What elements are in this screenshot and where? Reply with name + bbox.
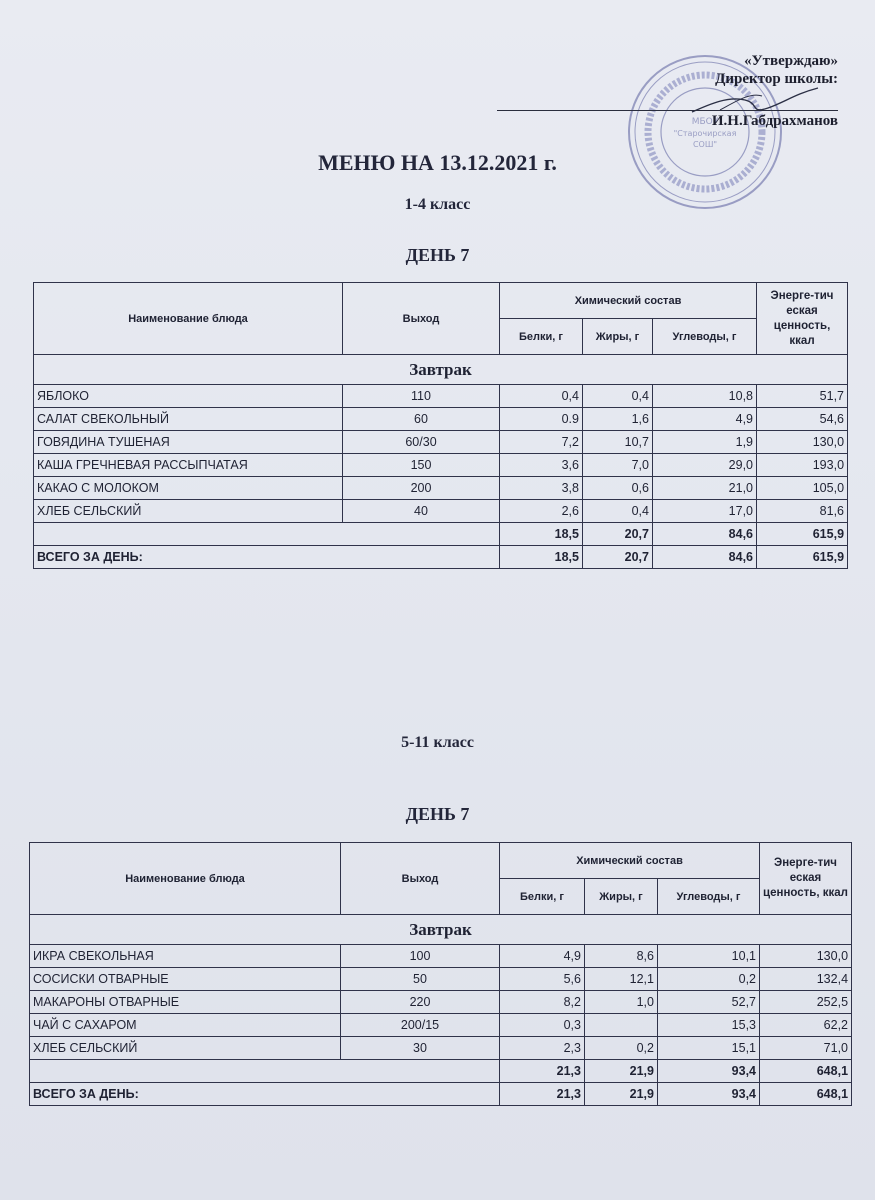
- header-fat: Жиры, г: [583, 319, 653, 355]
- total-row: [34, 546, 848, 569]
- dish-yield: 40: [343, 500, 500, 523]
- table-row: [34, 477, 848, 500]
- table-row: [34, 385, 848, 408]
- meal-heading: Завтрак: [30, 915, 852, 945]
- grade-heading-1: 1-4 класс: [404, 196, 471, 213]
- dish-name: КАША ГРЕЧНЕВАЯ РАССЫПЧАТАЯ: [34, 454, 343, 477]
- dish-name: КАКАО С МОЛОКОМ: [34, 477, 343, 500]
- dish-name: ХЛЕБ СЕЛЬСКИЙ: [30, 1037, 341, 1060]
- dish-protein: 5,6: [500, 968, 585, 991]
- total-protein: 18,5: [500, 546, 583, 569]
- subtotal-carbs: 93,4: [658, 1060, 760, 1083]
- subtotal-energy: 648,1: [760, 1060, 852, 1083]
- dish-carbs: 17,0: [653, 500, 757, 523]
- dish-protein: 2,3: [500, 1037, 585, 1060]
- total-fat: 20,7: [583, 546, 653, 569]
- dish-energy: 132,4: [760, 968, 852, 991]
- subtotal-fat: 20,7: [583, 523, 653, 546]
- dish-fat: 12,1: [585, 968, 658, 991]
- subtotal-row: [34, 523, 848, 546]
- header-protein: Белки, г: [500, 319, 583, 355]
- svg-text:МБОУ: МБОУ: [691, 117, 719, 127]
- header-chemical: Химический состав: [500, 283, 757, 319]
- dish-energy: 51,7: [757, 385, 848, 408]
- dish-energy: 105,0: [757, 477, 848, 500]
- dish-fat: 0,4: [583, 500, 653, 523]
- dish-yield: 50: [341, 968, 500, 991]
- dish-yield: 30: [341, 1037, 500, 1060]
- dish-fat: 7,0: [583, 454, 653, 477]
- header-energy: Энерге-тич еская ценность, ккал: [757, 283, 848, 355]
- dish-carbs: 52,7: [658, 991, 760, 1014]
- menu-rows-2: [30, 945, 852, 1060]
- day-heading-2: ДЕНЬ 7: [405, 804, 470, 824]
- subtotal-protein: 18,5: [500, 523, 583, 546]
- header-energy: Энерге-тич еская ценность, ккал: [760, 843, 852, 915]
- dish-yield: 200/15: [341, 1014, 500, 1037]
- dish-name: ГОВЯДИНА ТУШЕНАЯ: [34, 431, 343, 454]
- table-row: [34, 431, 848, 454]
- total-carbs: 93,4: [658, 1083, 760, 1106]
- total-energy: 615,9: [757, 546, 848, 569]
- dish-name: ХЛЕБ СЕЛЬСКИЙ: [34, 500, 343, 523]
- dish-yield: 60: [343, 408, 500, 431]
- dish-name: СОСИСКИ ОТВАРНЫЕ: [30, 968, 341, 991]
- dish-name: ЯБЛОКО: [34, 385, 343, 408]
- signature-line: [497, 110, 838, 111]
- dish-carbs: 15,3: [658, 1014, 760, 1037]
- table-row: [30, 1037, 852, 1060]
- header-yield: Выход: [343, 283, 500, 355]
- dish-yield: 100: [341, 945, 500, 968]
- menu-rows-1: [34, 385, 848, 523]
- dish-protein: 3,6: [500, 454, 583, 477]
- dish-carbs: 10,8: [653, 385, 757, 408]
- subtotal-fat: 21,9: [585, 1060, 658, 1083]
- table-row: [34, 454, 848, 477]
- approval-position: Директор школы:: [715, 71, 838, 87]
- dish-fat: 0,6: [583, 477, 653, 500]
- header-protein: Белки, г: [500, 879, 585, 915]
- dish-yield: 60/30: [343, 431, 500, 454]
- table-row: [30, 991, 852, 1014]
- header-name: Наименование блюда: [30, 843, 341, 915]
- dish-carbs: 1,9: [653, 431, 757, 454]
- menu-table-2: [29, 842, 852, 1106]
- total-protein: 21,3: [500, 1083, 585, 1106]
- table-row: [30, 945, 852, 968]
- dish-carbs: 10,1: [658, 945, 760, 968]
- dish-energy: 71,0: [760, 1037, 852, 1060]
- dish-yield: 150: [343, 454, 500, 477]
- subtotal-energy: 615,9: [757, 523, 848, 546]
- subtotal-label: [30, 1060, 500, 1083]
- menu-table-1: [33, 282, 848, 569]
- dish-carbs: 21,0: [653, 477, 757, 500]
- header-carbs: Углеводы, г: [658, 879, 760, 915]
- approval-heading: «Утверждаю»: [744, 53, 838, 69]
- dish-carbs: 15,1: [658, 1037, 760, 1060]
- dish-energy: 130,0: [760, 945, 852, 968]
- dish-name: МАКАРОНЫ ОТВАРНЫЕ: [30, 991, 341, 1014]
- header-yield: Выход: [341, 843, 500, 915]
- total-row: [30, 1083, 852, 1106]
- dish-fat: 10,7: [583, 431, 653, 454]
- dish-name: ИКРА СВЕКОЛЬНАЯ: [30, 945, 341, 968]
- dish-protein: 0,3: [500, 1014, 585, 1037]
- dish-fat: 1,6: [583, 408, 653, 431]
- dish-carbs: 29,0: [653, 454, 757, 477]
- dish-yield: 200: [343, 477, 500, 500]
- dish-fat: 8,6: [585, 945, 658, 968]
- table-row: [30, 968, 852, 991]
- dish-name: ЧАЙ С САХАРОМ: [30, 1014, 341, 1037]
- subtotal-label: [34, 523, 500, 546]
- subtotal-carbs: 84,6: [653, 523, 757, 546]
- dish-protein: 4,9: [500, 945, 585, 968]
- header-name: Наименование блюда: [34, 283, 343, 355]
- dish-fat: 0,2: [585, 1037, 658, 1060]
- header-fat: Жиры, г: [585, 879, 658, 915]
- director-name: И.Н.Габдрахманов: [711, 113, 838, 129]
- table-row: [30, 1014, 852, 1037]
- dish-energy: 130,0: [757, 431, 848, 454]
- total-fat: 21,9: [585, 1083, 658, 1106]
- table-row: [34, 500, 848, 523]
- dish-protein: 0.9: [500, 408, 583, 431]
- dish-name: САЛАТ СВЕКОЛЬНЫЙ: [34, 408, 343, 431]
- dish-fat: 0,4: [583, 385, 653, 408]
- dish-energy: 81,6: [757, 500, 848, 523]
- total-label: ВСЕГО ЗА ДЕНЬ:: [34, 546, 500, 569]
- svg-text:"Старочирская: "Старочирская: [673, 129, 737, 138]
- dish-yield: 110: [343, 385, 500, 408]
- table-row: [34, 408, 848, 431]
- dish-protein: 3,8: [500, 477, 583, 500]
- total-energy: 648,1: [760, 1083, 852, 1106]
- dish-carbs: 0,2: [658, 968, 760, 991]
- dish-protein: 8,2: [500, 991, 585, 1014]
- page-title: МЕНЮ НА 13.12.2021 г.: [318, 150, 557, 175]
- dish-yield: 220: [341, 991, 500, 1014]
- approval-block: [712, 52, 838, 130]
- svg-text:СОШ": СОШ": [692, 140, 718, 149]
- total-carbs: 84,6: [653, 546, 757, 569]
- dish-protein: 2,6: [500, 500, 583, 523]
- header-chemical: Химический состав: [500, 843, 760, 879]
- dish-energy: 62,2: [760, 1014, 852, 1037]
- dish-energy: 193,0: [757, 454, 848, 477]
- dish-fat: 1,0: [585, 991, 658, 1014]
- subtotal-row: [30, 1060, 852, 1083]
- dish-energy: 252,5: [760, 991, 852, 1014]
- dish-fat: [585, 1014, 658, 1037]
- grade-heading-2: 5-11 класс: [401, 734, 474, 751]
- dish-protein: 7,2: [500, 431, 583, 454]
- dish-protein: 0,4: [500, 385, 583, 408]
- subtotal-protein: 21,3: [500, 1060, 585, 1083]
- day-heading-1: ДЕНЬ 7: [405, 245, 470, 265]
- meal-heading: Завтрак: [34, 355, 848, 385]
- total-label: ВСЕГО ЗА ДЕНЬ:: [30, 1083, 500, 1106]
- dish-carbs: 4,9: [653, 408, 757, 431]
- approval-signature-row: [712, 112, 838, 130]
- dish-energy: 54,6: [757, 408, 848, 431]
- header-carbs: Углеводы, г: [653, 319, 757, 355]
